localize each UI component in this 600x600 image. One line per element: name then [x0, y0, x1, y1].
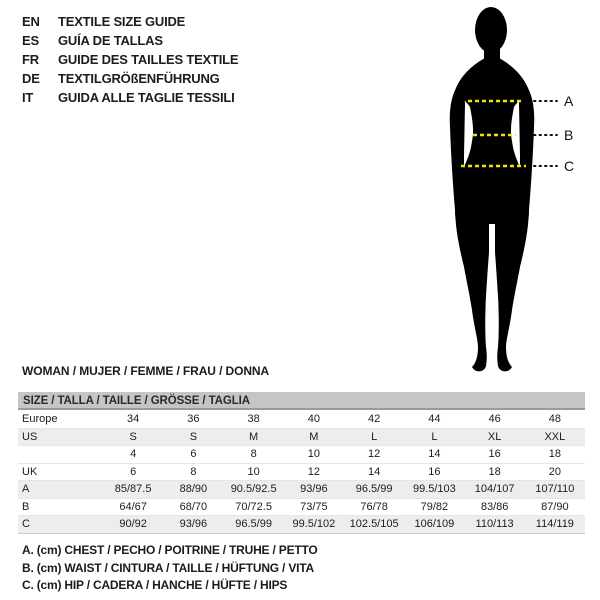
size-cell: 12: [368, 448, 381, 461]
size-cell: 96.5/99: [355, 483, 393, 496]
size-cell: 90/92: [119, 518, 147, 531]
size-cell: 16: [428, 465, 441, 478]
size-cell: 20: [548, 465, 561, 478]
language-title: TEXTILE SIZE GUIDE: [58, 14, 186, 29]
size-cell: 68/70: [179, 500, 208, 513]
size-cell: 12: [307, 465, 320, 478]
size-cell: 99.5/103: [412, 483, 456, 496]
chest-note: A. (cm) CHEST / PECHO / POITRINE / TRUHE / PETTO: [22, 543, 318, 557]
size-cell: 8: [190, 465, 197, 478]
table-row: [18, 515, 585, 533]
size-cell: 10: [247, 465, 260, 478]
size-cell: 102.5/105: [349, 518, 399, 531]
size-diagram: [420, 4, 600, 374]
table-row: [18, 498, 585, 516]
row-label: US: [22, 430, 38, 443]
woman-silhouette: [450, 7, 535, 371]
size-cell: 79/82: [420, 500, 449, 513]
size-cell: 36: [187, 412, 200, 425]
table-row: [18, 445, 585, 463]
size-cell: 34: [127, 412, 140, 425]
row-label: C: [22, 518, 30, 531]
language-code: IT: [22, 90, 34, 105]
size-cell: 14: [368, 465, 381, 478]
size-cell: M: [249, 430, 259, 443]
size-cell: 110/113: [475, 518, 514, 531]
size-cell: M: [309, 430, 319, 443]
size-cell: 90.5/92.5: [230, 483, 277, 496]
size-cell: 83/86: [480, 500, 509, 513]
language-title: GUIDA ALLE TAGLIE TESSILI: [58, 90, 235, 105]
size-cell: 107/110: [535, 483, 575, 496]
size-cell: 38: [247, 412, 260, 425]
size-cell: 70/72.5: [235, 500, 272, 513]
language-row: [22, 50, 238, 69]
size-cell: 104/107: [474, 483, 515, 496]
language-title: GUIDE DES TAILLES TEXTILE: [58, 52, 239, 67]
language-row: [22, 69, 238, 88]
size-cell: 6: [190, 448, 197, 461]
table-row: [18, 428, 585, 446]
row-label: UK: [22, 465, 38, 478]
size-table-header: SIZE / TALLA / TAILLE / GRÖSSE / TAGLIA: [18, 392, 585, 410]
size-cell: 44: [428, 412, 441, 425]
size-cell: L: [431, 430, 438, 443]
size-cell: S: [129, 430, 137, 443]
language-title: GUÍA DE TALLAS: [58, 33, 163, 48]
table-row: [18, 480, 585, 498]
size-cell: 4: [130, 448, 137, 461]
size-cell: S: [189, 430, 198, 443]
section-title: WOMAN / MUJER / FEMME / FRAU / DONNA: [22, 364, 270, 378]
size-cell: 42: [368, 412, 381, 425]
size-cell: L: [371, 430, 378, 443]
size-cell: 93/96: [300, 483, 328, 496]
table-row: [18, 463, 585, 481]
size-cell: 48: [548, 412, 561, 425]
size-cell: 73/75: [300, 500, 328, 513]
size-cell: 10: [307, 448, 320, 461]
size-cell: 106/109: [414, 518, 455, 531]
language-row: [22, 31, 238, 50]
language-code: EN: [22, 14, 40, 29]
measurement-notes: [22, 542, 318, 595]
size-cell: 46: [488, 412, 501, 425]
hip-note: C. (cm) HIP / CADERA / HANCHE / HÜFTE / HIPS: [22, 578, 288, 592]
size-cell: 76/78: [360, 500, 388, 513]
size-table-body: [18, 410, 585, 533]
size-cell: 14: [428, 448, 441, 461]
size-cell: 88/90: [179, 483, 208, 496]
size-cell: 6: [130, 465, 137, 478]
size-cell: 96.5/99: [235, 518, 272, 531]
hip-label: C: [564, 158, 575, 174]
size-cell: XL: [487, 430, 502, 443]
size-table: [18, 392, 585, 534]
chest-label: A: [564, 93, 574, 109]
size-cell: 93/96: [179, 518, 208, 531]
row-label: A: [22, 483, 30, 496]
size-cell: 40: [307, 412, 320, 425]
size-cell: 64/67: [119, 500, 147, 513]
size-cell: 18: [548, 448, 561, 461]
language-code: FR: [22, 52, 39, 67]
row-label: Europe: [22, 412, 58, 425]
table-row: [18, 410, 585, 428]
woman-silhouette-figure: [420, 4, 600, 374]
size-cell: 16: [488, 448, 501, 461]
language-code: ES: [22, 33, 39, 48]
size-cell: 87/90: [541, 500, 569, 513]
row-label: B: [22, 500, 30, 513]
language-code: DE: [22, 71, 40, 86]
size-cell: 8: [250, 448, 257, 461]
size-cell: 114/119: [535, 518, 574, 531]
waist-label: B: [564, 127, 574, 143]
language-row: [22, 12, 238, 31]
language-title: TEXTILGRÖßENFÜHRUNG: [58, 71, 220, 86]
size-cell: XXL: [544, 430, 566, 443]
waist-note: B. (cm) WAIST / CINTURA / TAILLE / HÜFTUNG / VITA: [22, 560, 314, 575]
language-list: [22, 12, 238, 107]
size-cell: 85/87.5: [114, 483, 152, 496]
size-cell: 18: [488, 465, 501, 478]
size-cell: 99.5/102: [292, 518, 336, 531]
language-row: [22, 88, 238, 107]
